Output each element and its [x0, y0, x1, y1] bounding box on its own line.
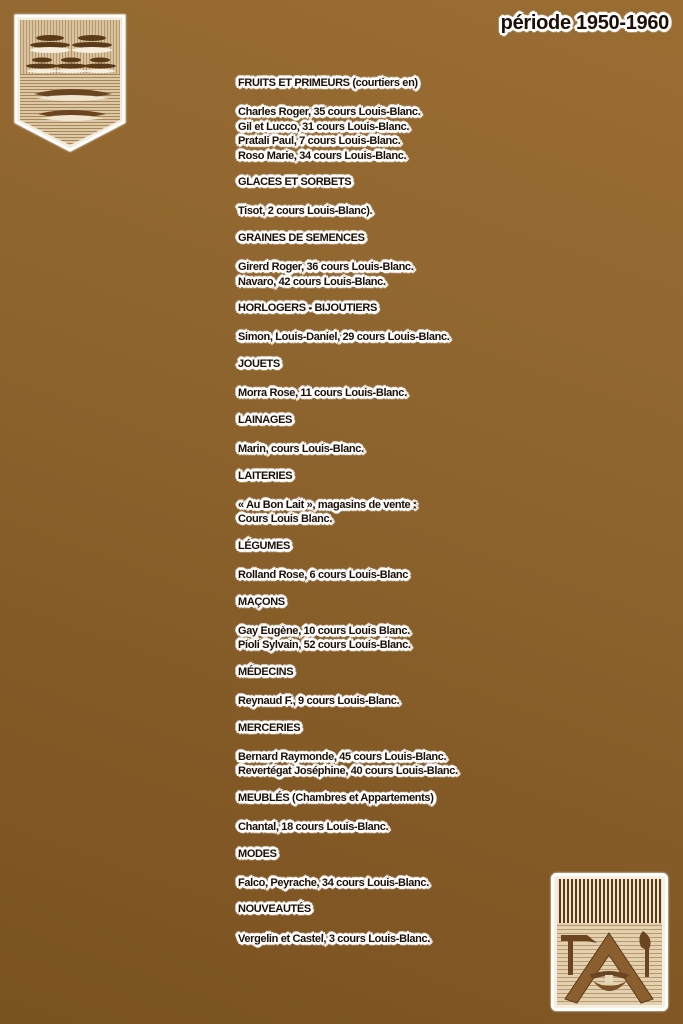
section-heading: LÉGUMES	[238, 539, 290, 552]
crest-left	[14, 14, 126, 152]
list-item: Charles Roger, 35 cours Louis-Blanc.	[238, 106, 421, 119]
section-horlogers-bijoutiers	[238, 301, 538, 345]
section-fruits-primeurs	[238, 76, 538, 163]
list-item: Vergelin et Castel, 3 cours Louis-Blanc.	[238, 932, 431, 945]
list-item: Gay Eugène, 10 cours Louis Blanc.	[238, 624, 410, 637]
coat-of-arms-shield-clouds-fish-icon	[14, 14, 126, 152]
list-item: Marin, cours Louis-Blanc.	[238, 443, 364, 456]
list-item: Bernard Raymonde, 45 cours Louis-Blanc.	[238, 750, 447, 763]
section-heading: MAÇONS	[238, 595, 285, 608]
list-item: Falco, Peyrache, 34 cours Louis-Blanc.	[238, 877, 429, 889]
list-item: Reynaud F., 9 cours Louis-Blanc.	[238, 695, 400, 708]
section-graines-semences	[238, 231, 538, 289]
section-heading: HORLOGERS - BIJOUTIERS	[238, 302, 377, 315]
list-item: Tisot, 2 cours Louis-Blanc).	[238, 205, 373, 218]
section-meubles	[238, 791, 538, 835]
list-item: Navaro, 42 cours Louis-Blanc.	[238, 275, 386, 288]
business-directory	[238, 76, 538, 958]
section-macons	[238, 595, 538, 653]
list-item: Chantal, 18 cours Louis-Blanc.	[238, 821, 389, 834]
list-item: Rolland Rose, 6 cours Louis-Blanc	[238, 569, 408, 582]
section-jouets	[238, 357, 538, 401]
page-title: période 1950-1960	[500, 12, 669, 34]
coat-of-arms-tools-square-axe-hammer-icon	[551, 873, 668, 1011]
list-item: Simon, Louis-Daniel, 29 cours Louis-Blanc.	[238, 331, 450, 344]
section-medecins	[238, 665, 538, 709]
section-legumes	[238, 539, 538, 583]
section-heading: MÉDECINS	[238, 665, 294, 678]
section-heading: GRAINES DE SEMENCES	[238, 231, 365, 244]
list-item: Gil et Lucco, 31 cours Louis-Blanc.	[238, 120, 410, 133]
list-item: Pratali Paul, 7 cours Louis-Blanc.	[238, 135, 401, 148]
crest-right	[551, 873, 668, 1011]
section-modes	[238, 847, 538, 891]
section-lainages	[238, 413, 538, 457]
section-heading: MERCERIES	[238, 721, 301, 734]
list-item: Roso Marie, 34 cours Louis-Blanc.	[238, 149, 407, 162]
list-item: Revertégat Joséphine, 40 cours Louis-Blanc.	[238, 765, 458, 778]
section-heading: LAITERIES	[238, 469, 293, 482]
list-item: Pioli Sylvain, 52 cours Louis-Blanc.	[238, 639, 411, 652]
section-heading: GLACES ET SORBETS	[238, 176, 352, 189]
section-heading: MEUBLÉS (Chambres et Appartements)	[238, 791, 434, 804]
section-heading: LAINAGES	[238, 413, 293, 426]
section-nouveautes	[238, 902, 538, 946]
section-laiteries	[238, 469, 538, 527]
section-heading: JOUETS	[238, 357, 280, 370]
section-heading: NOUVEAUTÉS	[238, 903, 311, 916]
section-heading: MODES	[238, 847, 277, 860]
section-glaces-sorbets	[238, 175, 538, 219]
list-item: Cours Louis Blanc.	[238, 513, 332, 526]
section-heading: FRUITS ET PRIMEURS (courtiers en)	[238, 77, 418, 89]
section-merceries	[238, 721, 538, 779]
list-item: « Au Bon Lait », magasins de vente :	[238, 498, 417, 511]
list-item: Girerd Roger, 36 cours Louis-Blanc.	[238, 261, 414, 274]
list-item: Morra Rose, 11 cours Louis-Blanc.	[238, 387, 407, 400]
